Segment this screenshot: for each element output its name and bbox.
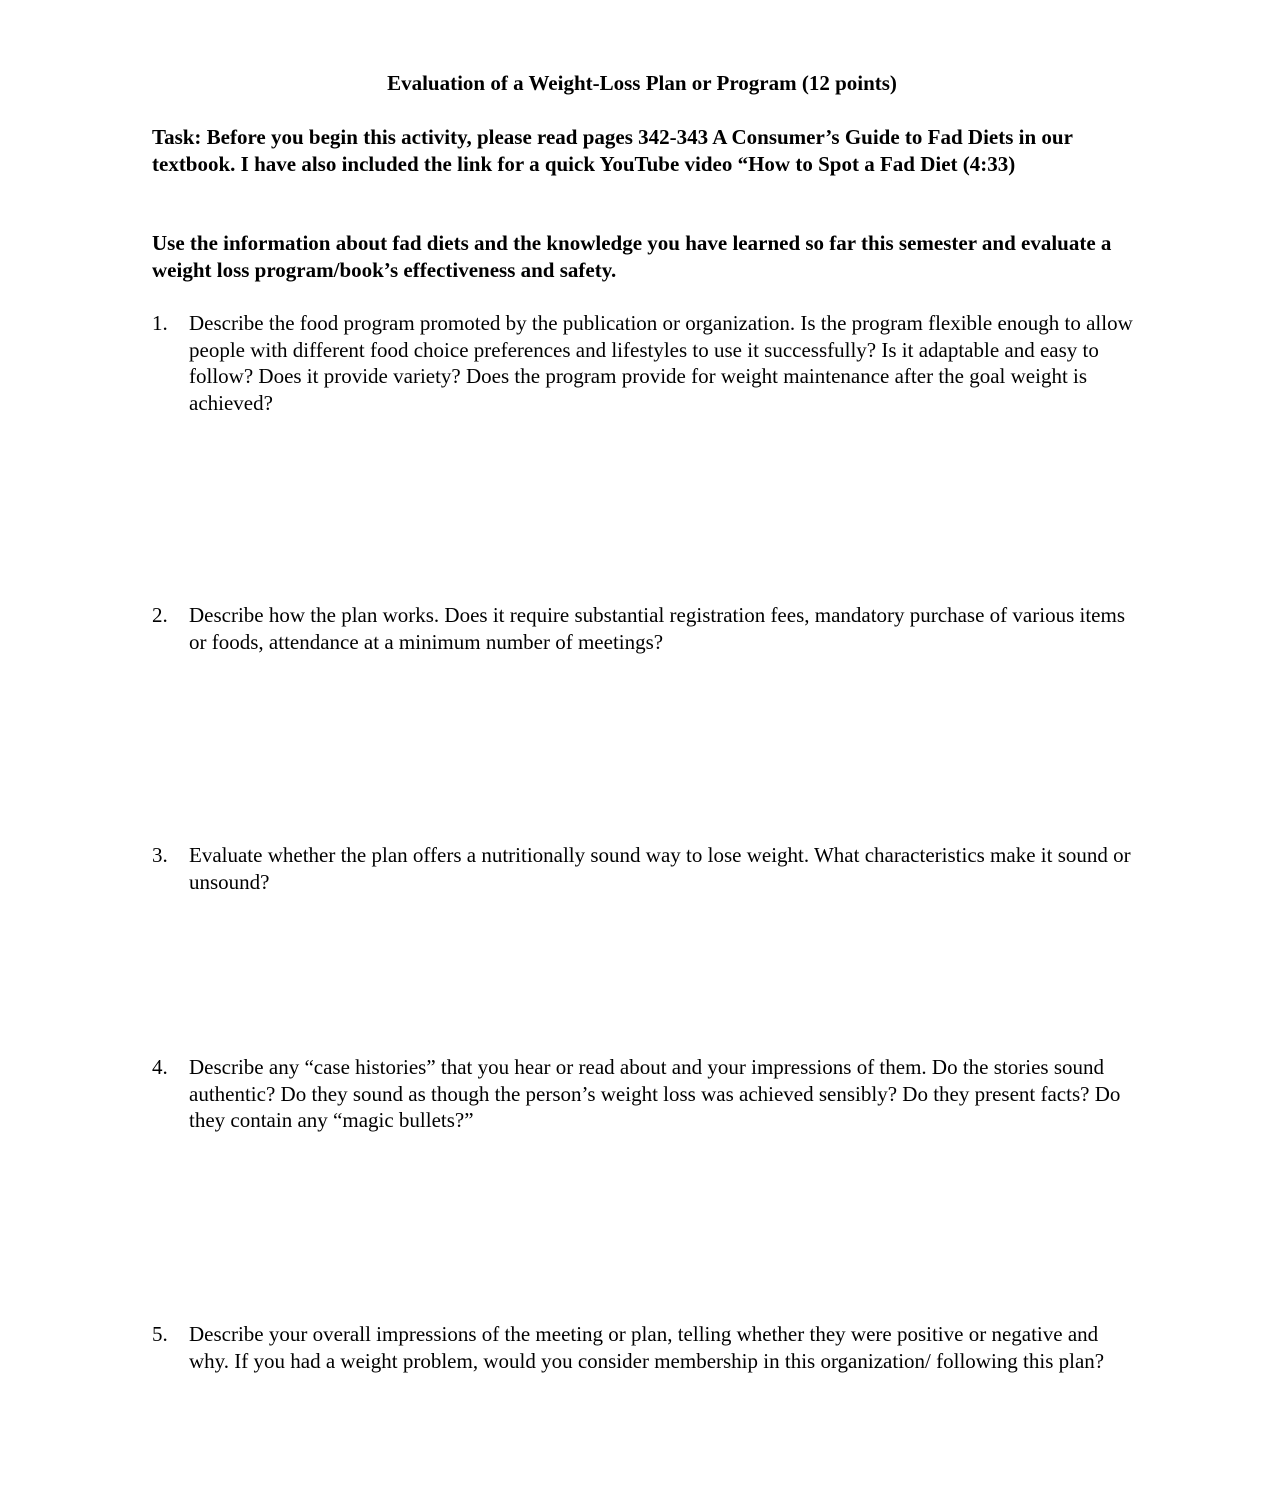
question-item bbox=[152, 842, 1142, 895]
question-number: 2. bbox=[152, 603, 168, 627]
document-title: Evaluation of a Weight-Loss Plan or Program (12 points) bbox=[387, 71, 897, 95]
question-number: 1. bbox=[152, 311, 168, 335]
question-number: 3. bbox=[152, 843, 168, 867]
question-text: Describe how the plan works. Does it require substantial registration fees, mandatory purchase of various items or foods, attendance at a minimum number of meetings? bbox=[189, 603, 1125, 654]
question-text: Describe any “case histories” that you hear or read about and your impressions of them. Do the stories sound authentic? Do they sound as though the person’s weight loss was achieved sensibly? Do they present facts? Do they contain any “magic bullets?” bbox=[189, 1055, 1121, 1132]
question-item bbox=[152, 310, 1142, 416]
question-text: Describe the food program promoted by the publication or organization. Is the program flexible enough to allow people with different food choice preferences and lifestyles to use it successfully? Is it adaptable and easy to follow? Does it provide variety? Does the program provide for weight maintenance after the goal weight is achieved? bbox=[189, 311, 1133, 415]
question-item bbox=[152, 1054, 1142, 1134]
instruction-paragraph: Use the information about fad diets and the knowledge you have learned so far this semester and evaluate a weight loss program/book’s effectiveness and safety. bbox=[152, 231, 1112, 282]
question-text: Evaluate whether the plan offers a nutritionally sound way to lose weight. What characteristics make it sound or unsound? bbox=[189, 843, 1131, 894]
question-item bbox=[152, 1321, 1142, 1374]
question-item bbox=[152, 602, 1142, 655]
task-paragraph: Task: Before you begin this activity, please read pages 342-343 A Consumer’s Guide to Fad Diets in our textbook. I have also included the link for a quick YouTube video “How to Spot a Fad Diet (4:33) bbox=[152, 125, 1073, 176]
question-number: 4. bbox=[152, 1055, 168, 1079]
question-text: Describe your overall impressions of the meeting or plan, telling whether they were positive or negative and why. If you had a weight problem, would you consider membership in this organization/ following this plan? bbox=[189, 1322, 1105, 1373]
question-number: 5. bbox=[152, 1322, 168, 1346]
